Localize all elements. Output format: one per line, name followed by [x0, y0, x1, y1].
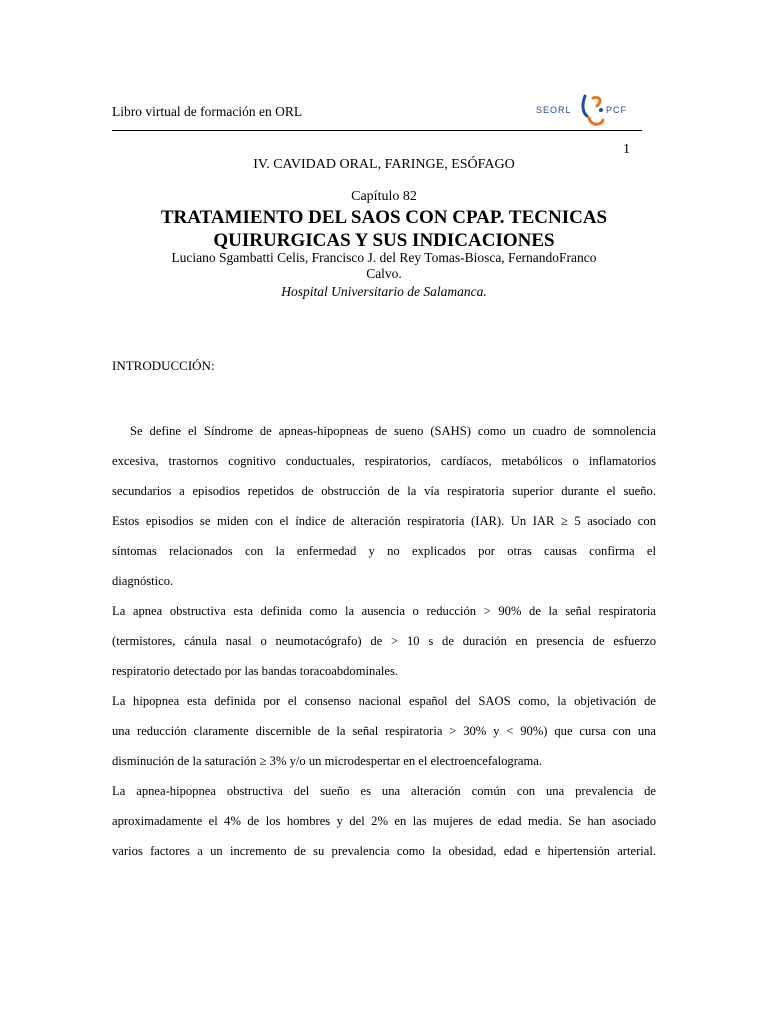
author-line: Calvo.	[366, 266, 402, 281]
text-line: Estos episodios se miden con el índice de alteración respiratoria (IAR). Un IAR ≥ 5 asociado con	[112, 514, 656, 528]
chapter-title	[112, 206, 656, 252]
author-line: Luciano Sgambatti Celis, Francisco J. del Rey Tomas-Biosca, FernandoFranco	[171, 250, 597, 265]
title-line: TRATAMIENTO DEL SAOS CON CPAP. TECNICAS	[160, 207, 608, 228]
seorl-logo	[536, 92, 636, 128]
chapter-label: Capítulo 82	[351, 189, 417, 204]
text-line: La hipopnea esta definida por el consenso nacional español del SAOS como, la objetivación de	[112, 694, 656, 708]
text-line: disminución de la saturación ≥ 3% y/o un microdespertar en el electroencefalograma.	[112, 754, 543, 768]
authors	[112, 250, 656, 282]
page-number: 1	[623, 142, 630, 157]
text-line: respiratorio detectado por las bandas toracoabdominales.	[112, 664, 399, 678]
text-line: una reducción claramente discernible de la señal respiratoria > 30% y < 90%) que cursa con una	[112, 724, 656, 738]
text-line: La apnea obstructiva esta definida como la ausencia o reducción > 90% de la señal respiratoria	[112, 604, 656, 618]
introduction-heading: INTRODUCCIÓN:	[112, 358, 215, 373]
text-line: aproximadamente el 4% de los hombres y del 2% en las mujeres de edad media. Se han asociado	[112, 814, 656, 828]
text-line: (termistores, cánula nasal o neumotacógrafo) de > 10 s de duración en presencia de esfuerzo	[112, 634, 656, 648]
text-line: secundarios a episodios repetidos de obstrucción de la vía respiratoria superior durante el sueño.	[112, 484, 656, 498]
text-line: Se define el Síndrome de apneas-hipopneas de sueno (SAHS) como un cuadro de somnolencia	[130, 424, 656, 438]
text-line: La apnea-hipopnea obstructiva del sueño es una alteración común con una prevalencia de	[112, 784, 656, 798]
title-line: QUIRURGICAS Y SUS INDICACIONES	[213, 230, 555, 251]
logo-text-left: SEORL	[536, 105, 572, 115]
text-line: diagnóstico.	[112, 574, 174, 588]
header-divider	[112, 130, 642, 131]
affiliation: Hospital Universitario de Salamanca.	[281, 284, 487, 299]
text-line: síntomas relacionados con la enfermedad y no explicados por otras causas confirma el	[112, 544, 656, 558]
text-line: varios factores a un incremento de su prevalencia como la obesidad, edad e hipertensión arterial.	[112, 844, 656, 858]
text-line: excesiva, trastornos cognitivo conductuales, respiratorios, cardíacos, metabólicos o inflamatorios	[112, 454, 656, 468]
section-heading: IV. CAVIDAD ORAL, FARINGE, ESÓFAGO	[253, 157, 515, 172]
logo-mark-icon	[579, 92, 607, 128]
book-title: Libro virtual de formación en ORL	[112, 104, 303, 119]
body-text	[112, 416, 656, 866]
logo-text-right: PCF	[606, 105, 627, 115]
